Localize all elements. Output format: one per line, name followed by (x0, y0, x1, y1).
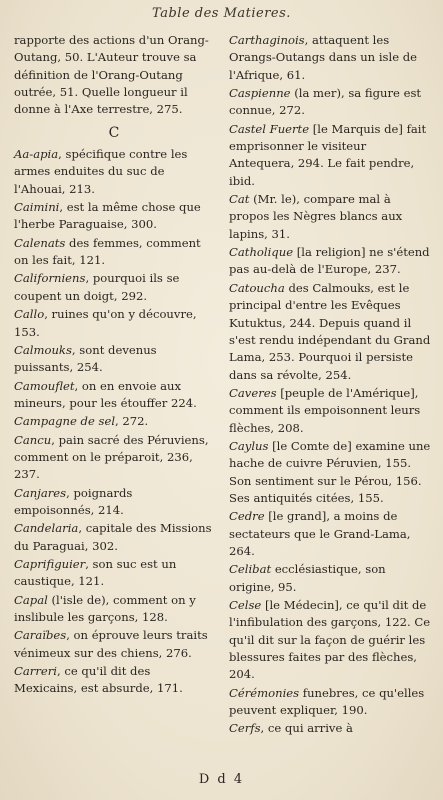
entry-text: [le Marquis de] fait emprisonner le visiteur Antequera, 294. Le fait pendre, ibid. (229, 121, 427, 188)
index-entry (14, 32, 214, 119)
entry-headword: Californiens (14, 271, 86, 286)
entry-text: , ce qu'il dit des Mexicains, est absurde, 171. (14, 664, 183, 696)
entry-headword: Cancu (14, 432, 52, 447)
index-entry (229, 685, 434, 720)
entry-text: , ruines qu'on y découvre, 153. (14, 307, 197, 339)
index-entry (229, 121, 434, 190)
index-entry (14, 485, 214, 520)
index-entry (14, 432, 214, 484)
index-entry (14, 199, 214, 234)
entry-text: (Mr. le), compare mal à propos les Nègres blancs aux lapins, 31. (229, 192, 403, 241)
index-entry (14, 627, 214, 662)
entry-text: , on en envoie aux mineurs, pour les étouffer 224. (14, 378, 197, 410)
index-entry (14, 413, 214, 430)
entry-text: , est la même chose que l'herbe Paraguaise, 300. (14, 200, 201, 232)
entry-text: [le Comte de] examine une hache de cuivre Péruvien, 155. Son sentiment sur le Pérou, 156. Ses antiquités citées, 155. (229, 438, 431, 505)
index-entry (14, 270, 214, 305)
entry-text: , poignards empoisonnés, 214. (14, 485, 133, 517)
entry-text: (la mer), sa figure est connue, 272. (229, 86, 422, 118)
index-entry (229, 508, 434, 560)
entry-headword: Catoucha (229, 280, 285, 295)
entry-text: (l'isle de), comment on y inslibule les garçons, 128. (14, 592, 196, 624)
index-entry (229, 85, 434, 120)
index-entry (14, 378, 214, 413)
entry-text: , 272. (115, 414, 149, 429)
entry-text: , son suc est un caustique, 121. (14, 556, 177, 589)
entry-text: rapporte des actions d'un Orang-Outang, 50. L'Auteur trouve sa définition de l'Orang-Outang outrée, 51. Quelle longueur il donne à l'Axe terrestre, 275. (14, 33, 209, 117)
entry-text: [le Médecin], ce qu'il dit de l'infibulation des garçons, 122. Ce qu'il dit sur la façon de guérir les blessures faites par des flèches, 204. (229, 598, 431, 682)
entry-headword: Calmouks (14, 342, 72, 357)
entry-headword: Camouflet (14, 378, 75, 393)
entry-text: [la religion] ne s'étend pas au-delà de l'Europe, 237. (229, 245, 430, 277)
entry-headword: Caylus (229, 438, 269, 453)
entry-headword: Castel Fuerte (229, 121, 310, 136)
index-entry (14, 146, 214, 198)
entry-headword: Cat (229, 192, 250, 207)
entry-headword: Canjares (14, 485, 67, 500)
entry-headword: Calenats (14, 235, 66, 250)
index-entry (14, 342, 214, 377)
index-entry (229, 244, 434, 279)
entry-headword: Candelaria (14, 521, 79, 536)
entry-headword: Celse (229, 598, 262, 612)
entry-headword: Caspienne (229, 86, 291, 101)
index-entry (14, 663, 214, 698)
entry-headword: Cerfs (229, 721, 261, 736)
entry-text: ecclésiastique, son origine, 95. (229, 562, 386, 594)
entry-text: , ce qui arrive à (260, 721, 353, 736)
entry-text: funebres, ce qu'elles peuvent expliquer, 190. (229, 685, 425, 718)
entry-text: , spécifique contre les armes enduites du suc de l'Ahouai, 213. (14, 147, 188, 196)
index-entry (14, 235, 214, 270)
index-entry (14, 306, 214, 341)
entry-headword: Caimini (14, 200, 60, 215)
entry-text: des Calmouks, est le principal d'entre les Evêques Kutuktus, 244. Depuis quand il s'est rendu indépendant du Grand Lama, 253. Pourquoi il persiste dans sa révolte, 254. (229, 280, 431, 382)
index-entry (229, 385, 434, 437)
entry-headword: Caveres (229, 385, 277, 400)
entry-headword: Carthaginois (229, 33, 305, 47)
index-entry (229, 280, 434, 384)
entry-text: , capitale des Missions du Paraguai, 302. (14, 521, 212, 553)
entry-headword: Cérémonies (229, 685, 300, 700)
page-header: Table des Matieres. (152, 6, 291, 21)
index-entry (14, 556, 214, 591)
index-entry (229, 438, 434, 507)
entry-text: des femmes, comment on les fait, 121. (14, 235, 201, 268)
entry-headword: Caraïbes (14, 628, 67, 643)
left-column (14, 32, 214, 699)
entry-headword: Capal (14, 592, 48, 607)
index-entry (229, 32, 434, 84)
index-entry (229, 561, 434, 596)
entry-text: , on éprouve leurs traits vénimeux sur des chiens, 276. (14, 628, 208, 660)
index-entry (229, 720, 434, 737)
signature-mark: D d 4 (198, 772, 245, 787)
entry-headword: Aa-apia (14, 147, 59, 162)
entry-headword: Carreri (14, 664, 57, 679)
index-entry (229, 597, 434, 684)
entry-text: , pain sacré des Péruviens, comment on le préparoit, 236, 237. (14, 432, 209, 482)
entry-headword: Cedre (229, 509, 265, 524)
index-entry (14, 520, 214, 555)
entry-headword: Callo (14, 307, 45, 322)
entry-headword: Catholique (229, 245, 294, 260)
section-letter: C (108, 124, 120, 141)
index-entry (14, 592, 214, 627)
entry-headword: Campagne de sel (14, 414, 116, 429)
entry-text: , pourquoi ils se coupent un doigt, 292. (14, 271, 180, 303)
entry-text: [le grand], a moins de sectateurs que le Grand-Lama, 264. (229, 509, 411, 558)
entry-headword: Caprifiguier (14, 556, 86, 571)
entry-text: [peuple de l'Amérique], comment ils empoisonnent leurs flèches, 208. (229, 385, 421, 435)
entry-headword: Celibat (229, 562, 272, 577)
right-column (229, 32, 434, 739)
entry-text: , attaquent les Orangs-Outangs dans un isle de l'Afrique, 61. (229, 33, 418, 82)
entry-text: , sont devenus puissants, 254. (14, 342, 157, 375)
index-entry (229, 191, 434, 243)
